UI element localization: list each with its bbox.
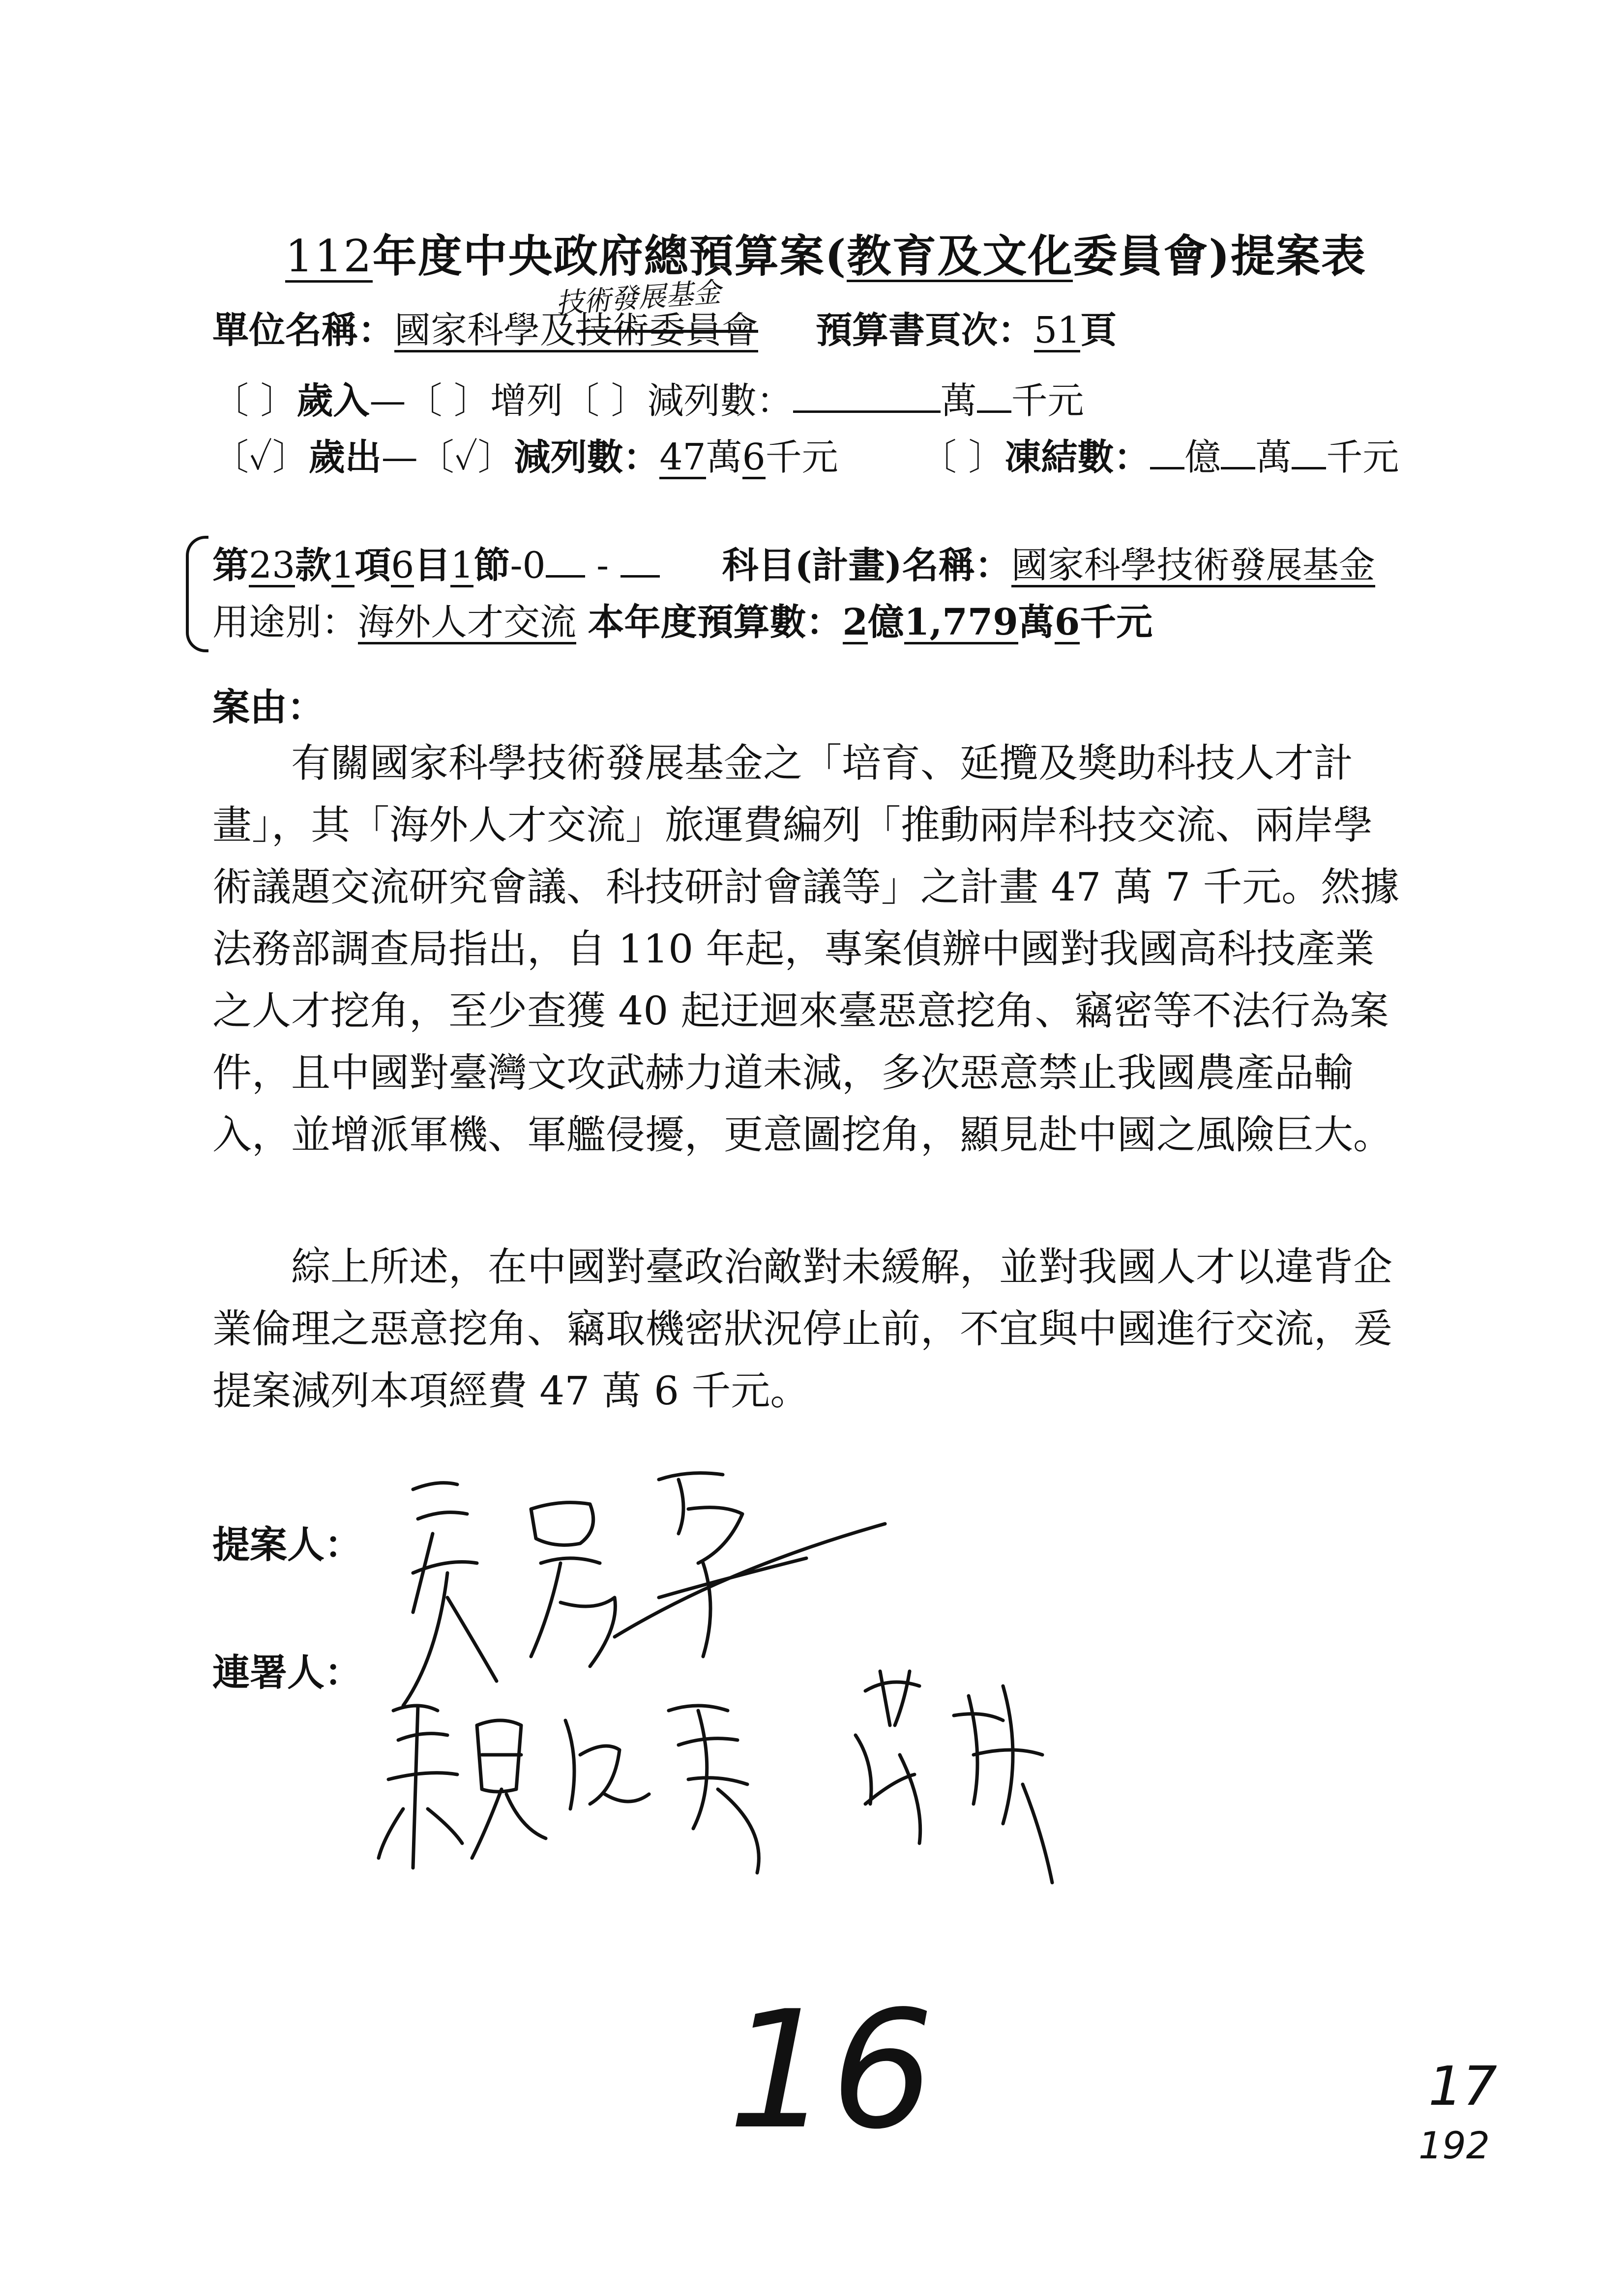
income-qian-unit: 千元 [1011,379,1084,422]
jie-unit: 節 [473,544,510,587]
kuan-prefix: 第 [212,544,249,587]
item-code-blank-1 [546,541,585,578]
kuan-unit: 款 [295,544,332,587]
page-value: 51 [1034,309,1081,351]
kuan-value: 23 [249,544,295,587]
title-committee: 教育及文化 [847,230,1073,282]
income-cut-checkbox: 〔 〕 [563,379,648,422]
mu-unit: 目 [414,544,451,587]
use-row [212,598,1152,647]
unit-name-kept: 國家科學及 [394,309,576,351]
unit-name-struck: 技術委員會 [576,309,758,351]
xiang-unit: 項 [354,544,391,587]
cosigner-signature-1 [374,1681,816,1878]
title-text-b: 委員會)提案表 [1073,230,1366,282]
expenditure-wan-value: 47 [659,436,706,479]
use-value: 海外人才交流 [358,601,576,643]
expenditure-checkbox: 〔✓〕 [212,436,309,479]
freeze-qian-blank [1292,433,1326,469]
title-text-a: 年度中央政府總預算案( [372,230,847,282]
expenditure-qian-unit: 千元 [765,436,838,479]
budget-wan-value: 1,779 [904,601,1018,643]
freeze-yi-blank [1150,433,1184,469]
reason-label: 案由： [212,685,325,729]
item-row: 第23款1項6目1節-0 - 科目(計畫)名稱：國家科學技術發展基金 [212,541,1375,590]
item-code: -0 [510,544,546,587]
freeze-checkbox: 〔 〕 [920,436,1005,479]
corner-number-bottom: 192 [1418,2123,1490,2167]
freeze-wan-blank [1221,433,1255,469]
income-add-label: 增列 [490,379,563,422]
item-brace [186,536,208,652]
expenditure-cut-checkbox: 〔✓〕 [417,436,514,479]
xiang-value: 1 [331,544,355,587]
budget-yi-value: 2 [842,601,868,643]
mu-value: 6 [391,544,414,587]
income-label: 歲入 [296,379,370,422]
reason-paragraph-2: 綜上所述，在中國對臺政治敵對未緩解，並對我國人才以違背企業倫理之惡意挖角、竊取機密狀況停止前，不宜與中國進行交流，爰提案減列本項經費 47 萬 6 千元。 [212,1244,1392,1414]
jie-value: 1 [450,544,474,587]
freeze-yi-unit: 億 [1184,436,1221,479]
subject-label: 科目(計畫)名稱： [722,544,1011,587]
income-row [212,376,1084,425]
use-label: 用途別： [212,601,358,643]
unit-row [212,306,1117,355]
budget-qian-unit: 千元 [1080,601,1153,643]
form-title [285,220,1366,284]
corner-number-top: 17 [1428,2055,1497,2118]
income-wan-unit: 萬 [940,379,977,422]
handwritten-insert: 技術發展基金 [555,276,722,320]
page-unit: 頁 [1080,309,1117,351]
freeze-label: 凍結數： [1004,436,1151,479]
expenditure-wan-unit: 萬 [706,436,742,479]
income-dash: — [369,379,406,422]
freeze-wan-unit: 萬 [1255,436,1292,479]
expenditure-dash: — [381,436,418,479]
item-code-blank-2 [620,541,660,578]
income-cut-label: 減列數： [647,379,793,422]
budget-qian-value: 6 [1054,601,1080,643]
expenditure-cut-label: 減列數： [514,436,660,479]
income-add-checkbox: 〔 〕 [406,379,491,422]
expenditure-label: 歲出 [308,436,382,479]
income-checkbox: 〔 〕 [212,379,297,422]
income-wan-blank [793,376,941,413]
cosigner-label: 連署人： [212,1651,362,1694]
page-number: 16 [728,1976,934,2165]
cosigner-signature-2 [836,1657,1072,1892]
budget-yi-unit: 億 [868,601,905,643]
budget-label: 本年度預算數： [588,601,843,643]
subject-value: 國家科學技術發展基金 [1011,544,1375,587]
unit-label: 單位名稱： [212,309,394,351]
income-qian-blank [977,376,1011,413]
budget-wan-unit: 萬 [1018,601,1055,643]
page-label: 預算書頁次： [816,309,1034,351]
proposer-label: 提案人： [212,1523,362,1567]
freeze-qian-unit: 千元 [1326,436,1399,479]
title-year: 112 [285,231,373,282]
expenditure-row [212,433,1399,482]
reason-paragraph-1: 有關國家科學技術發展基金之「培育、延攬及獎助科技人才計畫」，其「海外人才交流」旅運費編列「推動兩岸科技交流、兩岸學術議題交流研究會議、科技研討會議等」之計畫 47 萬 7 千元。然據法務部調查局指出，自 110 年起，專案偵辦中國對我國高科技產業之人才挖角，至少查獲 40 起迂迴來臺惡意挖角、竊密等不法行為案件，且中國對臺灣文攻武赫力道未減，多次惡意禁止我國農產品輸入，並增派軍機、軍艦侵擾，更意圖挖角，顯見赴中國之風險巨大。 [212,740,1400,1158]
expenditure-qian-value: 6 [742,436,766,479]
